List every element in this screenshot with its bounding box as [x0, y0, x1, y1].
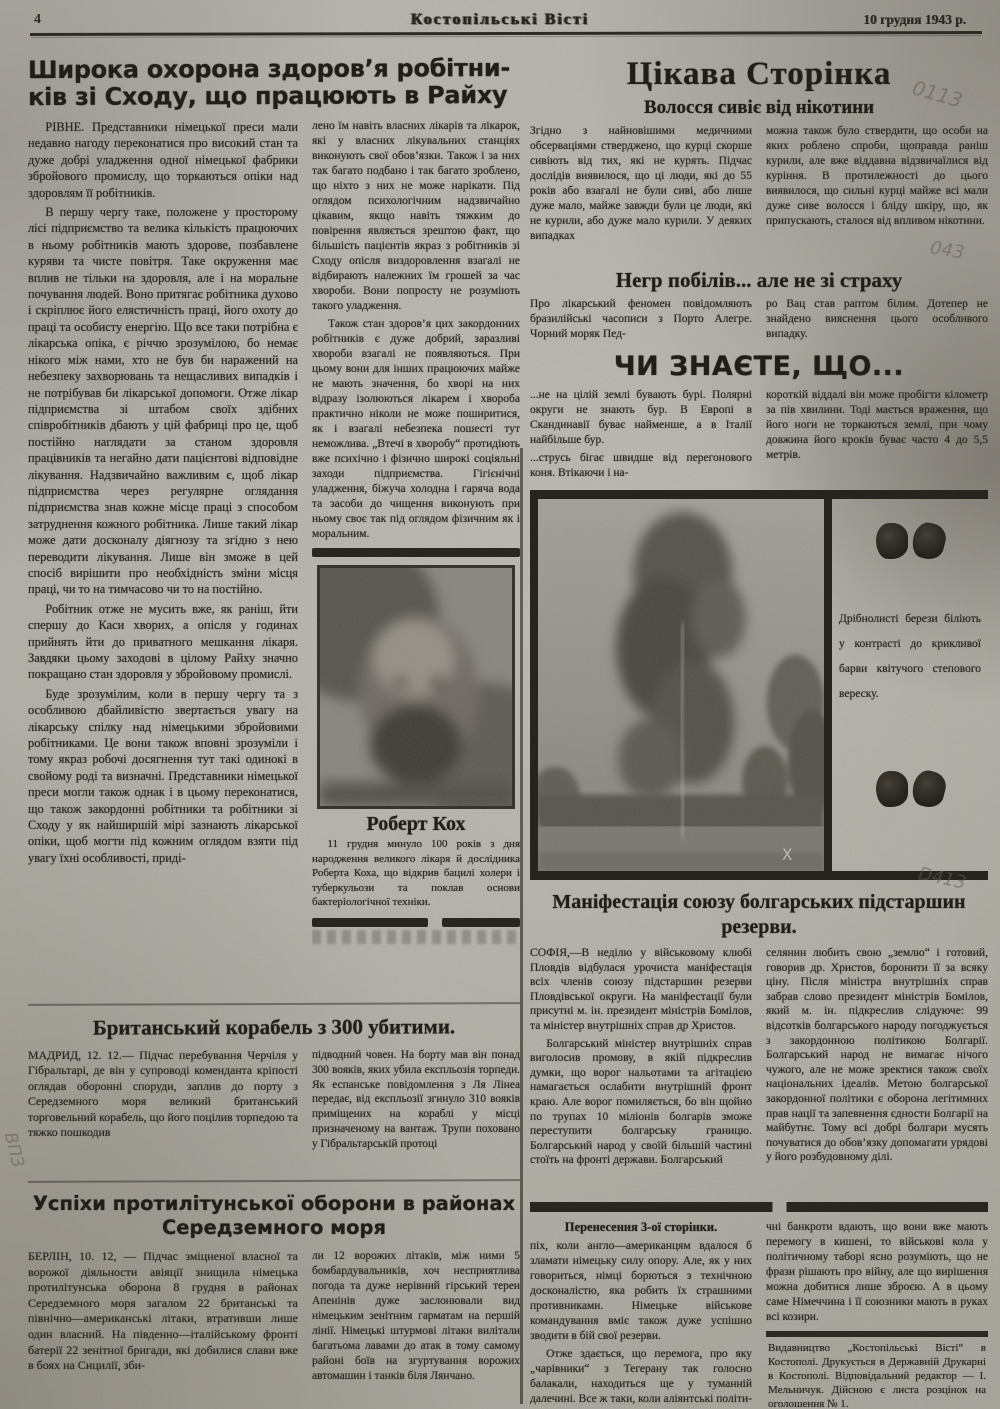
flak-article-columns — [28, 1249, 520, 1409]
birch-photo-caption: Дрібнолисті берези біліють у контрасті до крикливої барви квітучого степового вереску. — [839, 613, 981, 700]
column-divider-rule — [520, 448, 523, 1404]
bulgaria-column-1 — [530, 946, 752, 1198]
article-paragraph: підводний човен. На борту мав він понад 300 вояків, яких убила експльозія торпеди. Як еспанське повідомлення з Ля Лінеа передає, від експльозії згинуло 310 вояків приміщених на кораблі у місці призначеному на вантаж. Трупи поховано у Гібральтарській протоці — [312, 1049, 520, 1150]
article-paragraph: чні банкроти вдають, що вони вже мають перемогу в кишені, то військові кола у політичному таборі ясно розуміють, що не фрази рішають про війну, але що вирішення можна добитися лише зброєю. А в цьому саме Німеччина і її союзники мають в руках всі козири. — [766, 1221, 988, 1323]
article-paragraph: БЕРЛІН, 10. 12, — Підчас зміцненої власної та ворожої діяльности авіяції знищила німецька протилітунська оборона 8 грудня в районах Середземного моря загалом 22 британські та північно—американські літаки, втративши лише один власний. На південно—італійському фронті батерії 22 зенітної бригади, які добилися слави вже в боях на Сицилії, зби- — [28, 1249, 298, 1373]
nicotine-column-2 — [766, 124, 988, 262]
ship-column-2 — [312, 1048, 520, 1180]
bulgaria-article-headline — [530, 890, 988, 940]
bulgaria-article-columns — [530, 946, 988, 1198]
article-paragraph: ...струсь бігає швидше від перегонового коня. Втікаючи і на- — [530, 452, 752, 479]
know-column-2 — [766, 388, 988, 486]
koch-caption-title: Роберт Кох — [366, 813, 466, 835]
pencil-mark: D413 — [916, 863, 968, 894]
headline-line: Маніфестація союзу болгарських підстаршин — [552, 891, 966, 913]
koch-figure — [312, 565, 520, 910]
flak-column-2 — [312, 1249, 520, 1409]
article-separator-rule — [28, 1002, 520, 1006]
negro-column-1 — [530, 297, 752, 345]
article-paragraph: Отже здається, що перемога, про яку „чарівники“ з Тегерану так голосно балакали, находиться ще у туманній далечині. Все ж таки, коли аліянтські політи- — [530, 1348, 752, 1405]
article-paragraph: ...не на цілій землі бувають бурі. Полярні округи не знають бур. В Европі в Скандинавії буває найменше, а в Італії найбільше бур. — [530, 389, 752, 446]
article-paragraph: лено їм навіть власних лікарів та лікарок, які у власних лікувальних станціях виконують свої обов’язки. Також і за них так багато подбано і так багато зроблено, що ніхто з них не може нарікати. Під оглядом психологічним надзвичайно цікавим, якщо навіть тяжким до повірення являється зрештою факт, що більшість пацієнтів якраз з робітників зі Сходу опісля виздоровлення взагалі не відбирають належних їм грошей за час хвороби. Вони попросту не розуміють такого уладження. — [312, 120, 520, 312]
headline-line: Широка охорона здоров’я робітни- — [27, 53, 511, 85]
birch-caption-panel — [832, 499, 988, 871]
article-paragraph: Болгарський міністер внутрішніх справ виголосив промову, в якій підкреслив думки, що ворог нальотами та агітацією намагається ослабити внутрішній фронт краю. Але ворог помиляється, бо він щойно по трупах 10 міліонів болгарів зможе переступити болгарську границю. Болгарський народ у своїй більшій частині стоїть на фронті держави. Болгарський — [530, 1036, 752, 1167]
negro-column-2 — [766, 297, 988, 345]
headline-line: резерви. — [721, 916, 797, 938]
health-column-2 — [312, 119, 520, 1003]
headline-line: ків зі Сходу, що працюють в Райху — [27, 80, 508, 112]
health-column-1 — [28, 119, 298, 1003]
bar-segment — [442, 918, 520, 927]
headline-line: Середземного моря — [161, 1216, 387, 1239]
negro-article-headline: Негр побілів... але не зі страху — [615, 268, 903, 292]
know-column-1 — [530, 388, 752, 486]
headline-line: Успіхи протилітунської оборони в районах — [32, 1192, 516, 1215]
article-separator-rule — [28, 1179, 520, 1183]
left-page-half — [27, 53, 520, 1409]
birch-trees-photo-image — [530, 499, 832, 871]
know-article-columns — [530, 388, 988, 486]
pencil-mark: 0113 — [909, 75, 966, 113]
article-paragraph: В першу чергу таке, положене у просторому лісі підприємство та велика кількість працюючих в ньому робітників мають здорове, позбавлене куряви та чисте повітря. Таке окруження має вплив не тільки на здоровля, але і на моральне почування людей. Воно притягає робітника духово і скріплює його елястичність праці, його охоту до праці та особисту енергію. Що все таки потрібна є лікарська опіка, є річчю зрозумілою, бо немає нікого між нами, хто не був би наражений на небезпеку захворювань та нещасливих випадків і не потрібував би лікарської допомоги. Отже лікар підприємства зі штабом своїх здібних співробітників дбають у цій фабриці про це, щоб постійно наглядати за станом здоровля працівників та негайно дати пацієнтові відповідне лікування. Надзвичайно важливим є, щоб лікар підприємства через регулярне оглядання підприємства знав кожне місце праці з способом затруднення кожного робітника. Лише такий лікар може дати досконалу діягнозу та згідно з нею переводити лікування. Лише він зможе в цей спосіб вирішити про необхідність зміни місця праці, чи то на тимчасово чи то на постійно. — [28, 205, 298, 597]
bulgaria-column-2 — [766, 946, 988, 1198]
article-paragraph: селянин любить свою „землю“ і готовий, говорив др. Христов, боронити її за всяку ціну. Після міністра внутрішніх справ забрав слово президент міністрів Бомілов, який м. ін. підкреслив слідуюче: 99 відсотків болгарського народу погоджується з закордонною політикою Болгарії. Болгарський народ не вимагає нічого чужого, але не може зректися також своїх національних ідеалів. Метою болгарської закордонної політики є оборона легітимних прав нації та запевнення єдности Болгарії на майбутнє. Тому всі добрі болгари мусять почуватися до обов’язку допомагати урядові у його розбудовному ділі. — [766, 946, 988, 1164]
article-paragraph: ро Вац став раптом білим. Дотепер не знайдено вияснення цього особливого випадку. — [766, 298, 988, 340]
header-rule — [30, 31, 982, 36]
article-paragraph: Буде зрозумілим, коли в першу чергу та з особливою дбайливістю звертається увагу на лікарську спілку над німецькими збройовими робітниками. Це вони також вповні зрозуміли і тому якраз робочі досягнення тут такі одинокі в свойому роді та визначні. Представники німецької преси могли також однак і в цьому переконатися, що також закордонні робітники та робітники зі Сходу у як найширшій мірі зазнають лікарської опіки, щоб могти під кожним оглядом взяти під увагу їхні особливості, приді- — [28, 686, 298, 865]
nicotine-article-columns — [530, 124, 988, 262]
issue-date: 10 грудня 1943 р. — [863, 12, 966, 27]
article-paragraph: піх, коли англо—американцям вдалося б зламати німецьку силу опору. Але, як у них говориться, німці борються з технічною досконалістю, яка робить їх страшними противниками. Німецьке військове командування вміє також дуже успішно зводити в бій свої резерви. — [530, 1240, 752, 1342]
section-title: Цікава Сторінка — [626, 56, 892, 92]
masthead-title: Костопільські Вісті — [410, 11, 590, 28]
svg-text:X: X — [782, 845, 793, 865]
pencil-mark: ВПЗ — [0, 1130, 28, 1170]
publisher-imprint: Видавництво „Костопільські Вісті“ в Костополі. Друкується в Державній Друкарні в Костополі. Відповідальний редактор — І. Мельничук. Дійсною є листа розцінок на оголошення № 1. — [766, 1331, 988, 1409]
negro-article-columns — [530, 297, 988, 345]
ship-article-headline: Британський корабель з 300 убитими. — [92, 1014, 456, 1040]
article-paragraph: ли 12 ворожих літаків, між ними 5 бомбардувальників, хоч несприятлива погода та дуже нерівний гірський терен Апенінів дуже заслонювали вид німецьким зенітним гарматам на першій лінії. Німецькі штурмові літаки вилітали багатьома лавами до атак в тому самому районі боїв на згуртування ворожих автомашин і танків біля Лянчано. — [312, 1250, 520, 1382]
koch-caption-text: 11 грудня минуло 100 років з дня народження великого лікаря й дослідника Роберта Коха, що відкрив бацилі холери і туберкульози та поклав основи бактеріологічної техніки. — [312, 838, 520, 908]
health-article-headline — [28, 55, 520, 111]
article-paragraph: Згідно з найновішими медичними обсерваціями стверджено, що курці скорше сивіють від тих, які не курять. Підчас дослідів виявилося, що ці люди, які до 55 років або взагалі не були сиві, або лише дуже мало, майже завжди були це люди, які не курили, або дуже мало курили. У деяких випадках — [530, 125, 752, 242]
right-page-half — [530, 56, 988, 1409]
continuation-column-2 — [766, 1220, 988, 1409]
know-article-headline: ЧИ ЗНАЄТЕ, ЩО... — [613, 351, 905, 382]
article-paragraph: МАДРИД, 12. 12.— Підчас перебування Черчіля у Гібральтарі, де він у супроводі коменданта кріпості оглядав оборонні споруди, заплив до порту з Середземного моря великий британський торговельний корабель, що його поцілив торпедою та тяжко пошкодив — [28, 1048, 298, 1140]
article-paragraph: СОФІЯ,—В неділю у військовому клюбі Пловдів відбулася урочиста маніфестація всіх членів союзу підстаршин резерви Пловдівської округи. На маніфестації були присутні м. ін. президент міністрів Бомілов, та міністер внутрішніх справ др Христов. — [530, 946, 752, 1032]
leaf-blob-icon — [876, 523, 908, 559]
leaf-blob-icon — [909, 767, 949, 810]
continuation-columns — [530, 1220, 988, 1409]
section-bar — [312, 548, 520, 557]
nicotine-column-1 — [530, 124, 752, 262]
section-bar — [530, 1202, 988, 1212]
bar-segment — [312, 918, 428, 927]
article-paragraph: можна також було ствердити, що особи на яких роблено спроби, щоправда раніш курили, але вже віддавна відзвичаїлися від куріння. В протилежності до цього виявилося, що сильні курці майже всі мали дуже сиве волосся і бліду шкіру, що, як припускають, сталося від впливом нікотини. — [766, 125, 988, 227]
bleedthrough-smudge — [312, 930, 520, 944]
article-paragraph: РІВНЕ. Представники німецької преси мали недавно нагоду переконатися про високий стан та дуже добрі уладження одної німецької фабрики збройового промислу, що торкаються опіки над здоровлям її робітників. — [28, 120, 298, 200]
robert-koch-portrait-image — [317, 565, 515, 809]
ship-column-1 — [28, 1048, 298, 1180]
health-article-columns — [28, 119, 520, 1003]
article-paragraph: Про лікарський феномен повідомляють бразилійські часописи з Порто Алегре. Чорний моряк Пед- — [530, 298, 752, 340]
birch-photo-section — [530, 490, 988, 880]
koch-figure-caption — [312, 813, 520, 910]
leaf-blob-icon — [909, 520, 949, 563]
article-paragraph: Також стан здоров’я цих закордонних робітників є дуже добрий, заразливі хвороби взагалі не появляються. При цьому вони для інших працюючих майже не мають значення, бо хворі на них відразу ізолюються лікарем і хвороба практично ніколи не може поширитися, як і взагалі небезпека пошесті тут неможлива. „Втечі в хворобу“ протидіють вже психічно і фізично широкі соціяльні заходи підприємства. Гігієнічні уладження, біжуча холодна і гаряча вода та засоби до чищення виконують при ньому своє так під оглядом фізичним як і моральним. — [312, 318, 520, 540]
flak-column-1 — [28, 1249, 298, 1409]
leaf-ornament-icon — [876, 523, 945, 559]
nicotine-article-headline: Волосся сивіє від нікотини — [643, 97, 875, 118]
article-paragraph: Робітник отже не мусить вже, як раніш, йти спершу до Каси хворих, а опісля у годинах прийнять йти до приватного мешкання лікаря. Завдяки цьому заходові в цілому Райху значно покращано стан здоровля у збройовому промислі. — [28, 601, 298, 682]
continuation-column-1 — [530, 1220, 752, 1409]
pencil-mark: 043 — [928, 237, 966, 264]
page-number: 4 — [34, 12, 41, 27]
ship-article-columns — [28, 1048, 520, 1180]
leaf-blob-icon — [876, 771, 908, 807]
flak-article-headline — [28, 1192, 520, 1240]
article-paragraph: короткій віддалі він може пробігти кілометр за пів хвилини. Тоді мається враження, що його ноги не торкаються землі, при чому довжина його кроків буває часто 4 до 5,5 метрів. — [766, 389, 988, 461]
section-bar-double — [312, 918, 520, 927]
continuation-heading: Перенесення 3-ої сторінки. — [564, 1220, 718, 1234]
leaf-ornament-icon — [876, 771, 945, 807]
